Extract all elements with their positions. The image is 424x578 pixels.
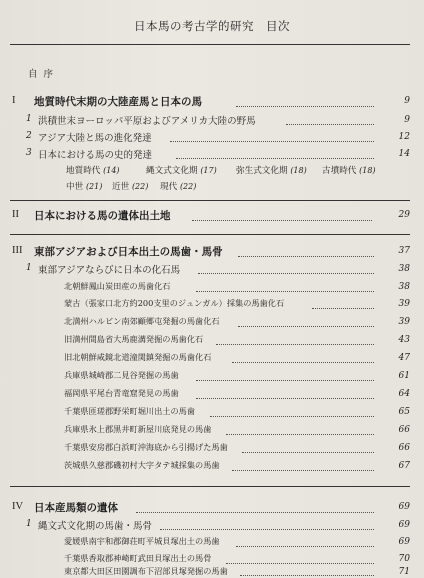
part-number: I — [12, 95, 16, 106]
page-number: 69 — [398, 502, 410, 512]
era-item[interactable]: 縄文式文化期 (17) — [146, 166, 217, 176]
page-number: 47 — [398, 353, 410, 363]
page-number: 65 — [398, 407, 410, 417]
leader-dots — [176, 158, 374, 159]
page-number: 43 — [398, 335, 410, 345]
page-number: 14 — [398, 149, 410, 159]
era-item[interactable]: 弥生式文化期 (18) — [236, 166, 307, 176]
era-item[interactable]: 中世 (21) — [66, 182, 103, 192]
section-title: アジア大陸と馬の進化発達 — [38, 133, 152, 144]
page-number: 69 — [398, 537, 410, 547]
page-number: 67 — [398, 461, 410, 471]
page-number: 39 — [398, 299, 410, 309]
section-title: 日本における馬の史的発達 — [38, 150, 153, 161]
page-number: 66 — [398, 425, 410, 435]
leader-dots — [196, 380, 374, 381]
era-item[interactable]: 古墳時代 (18) — [322, 166, 376, 176]
page-number: 38 — [398, 264, 410, 274]
section-number: 1 — [26, 114, 32, 124]
item-title: 福岡県平尾台青竜窟発見の馬歯 — [64, 388, 179, 398]
item-title: 茨城県久慈郡磯初村大字タテ城採集の馬歯 — [64, 460, 220, 470]
page-number: 9 — [404, 96, 410, 106]
leader-dots — [170, 141, 374, 142]
item-title: 兵庫県氷上郡黒井町新屋川底発見の馬歯 — [64, 424, 212, 434]
era-item[interactable]: 近世 (22) — [112, 182, 149, 192]
leader-dots — [136, 512, 374, 513]
leader-dots — [242, 452, 374, 453]
page-number: 37 — [398, 246, 410, 256]
section-title: 東部アジアならびに日本の化石馬 — [38, 265, 181, 276]
leader-dots — [232, 362, 374, 363]
leader-dots — [238, 256, 374, 257]
era-item[interactable]: 現代 (22) — [160, 182, 197, 192]
leader-dots — [198, 273, 374, 274]
item-title: 愛媛県南宇和郡御荘町平城貝塚出土の馬歯 — [64, 536, 220, 546]
part-number: II — [12, 209, 19, 220]
section-number: 3 — [26, 148, 32, 158]
part-title: 日本における馬の遺体出土地 — [34, 210, 171, 222]
leader-dots — [232, 470, 374, 471]
leader-dots — [312, 308, 374, 309]
page-number: 38 — [398, 282, 410, 292]
page-number: 64 — [398, 389, 410, 399]
section-divider — [10, 486, 410, 487]
page-number: 39 — [398, 317, 410, 327]
leader-dots — [210, 416, 374, 417]
section-divider — [10, 234, 410, 235]
page-number: 70 — [398, 554, 410, 564]
item-title: 東京都大田区田園調布下沼部貝塚発掘の馬歯 — [64, 566, 228, 576]
page-number: 71 — [398, 567, 410, 577]
leader-dots — [192, 220, 372, 221]
leader-dots — [160, 529, 374, 530]
page-number: 66 — [398, 443, 410, 453]
top-rule — [10, 44, 410, 45]
item-title: 旧満州間島省大馬鹿溝発掘の馬歯化石 — [64, 334, 204, 344]
leader-dots — [286, 124, 374, 125]
leader-dots — [196, 291, 374, 292]
page-number: 12 — [398, 132, 410, 142]
leader-dots — [238, 326, 374, 327]
page-number: 29 — [398, 210, 410, 220]
leader-dots — [240, 575, 374, 576]
item-title: 兵庫県城崎郡二見谷発掘の馬歯 — [64, 370, 179, 380]
part-title: 日本産馬類の遺体 — [34, 502, 118, 514]
leader-dots — [196, 398, 374, 399]
leader-dots — [236, 106, 374, 107]
page-number: 9 — [404, 115, 410, 125]
leader-dots — [226, 434, 374, 435]
item-title: 北満州ハルビン南郊顧郷屯発掘の馬歯化石 — [64, 316, 220, 326]
leader-dots — [236, 546, 374, 547]
page-title: 日本馬の考古学的研究 目次 — [134, 19, 290, 33]
item-title: 北朝鮮鳳山炭田産の馬歯化石 — [64, 281, 171, 291]
preface-entry[interactable]: 自序 — [28, 69, 60, 80]
leader-dots — [216, 344, 374, 345]
part-number: III — [12, 245, 23, 256]
leader-dots — [226, 563, 374, 564]
part-number: IV — [12, 501, 24, 512]
section-number: 1 — [26, 519, 32, 529]
part-title: 地質時代末期の大陸産馬と日本の馬 — [34, 96, 202, 108]
item-title: 蒙古（張家口北方約200支里のジュンガル）採集の馬歯化石 — [64, 298, 285, 308]
section-number: 2 — [26, 131, 32, 141]
part-title: 東部アジアおよび日本出土の馬歯・馬骨 — [34, 246, 223, 258]
section-divider — [10, 200, 410, 201]
item-title: 旧北朝鮮咸鏡北道潼関鎮発掘の馬歯化石 — [64, 352, 212, 362]
item-title: 千葉県安房郡白浜町沖海底から引揚げた馬歯 — [64, 442, 228, 452]
section-title: 縄文式文化期の馬歯・馬骨 — [38, 521, 153, 532]
item-title: 千葉県匝瑳郡野栄町堀川出土の馬歯 — [64, 406, 196, 416]
section-number: 1 — [26, 263, 32, 273]
page-number: 61 — [398, 371, 410, 381]
section-title: 洪積世末ヨーロッパ平原およびアメリカ大陸の野馬 — [38, 116, 256, 127]
era-item[interactable]: 地質時代 (14) — [66, 166, 120, 176]
page-number: 69 — [398, 520, 410, 530]
item-title: 千葉県香取郡神崎町武田貝塚出土の馬骨 — [64, 553, 212, 563]
